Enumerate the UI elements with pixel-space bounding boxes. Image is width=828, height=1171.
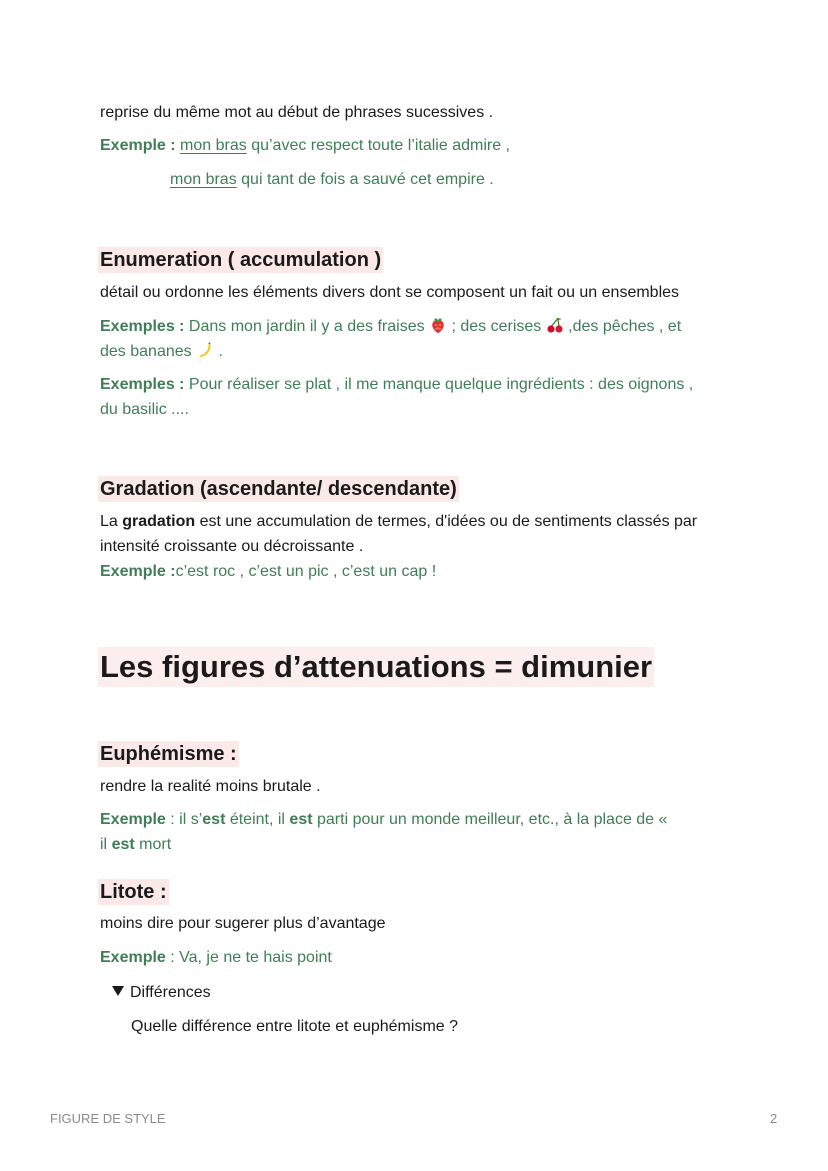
enumeration-example2-line2: du basilic .... — [100, 401, 189, 418]
example-label: Exemple — [100, 949, 166, 966]
enumeration-definition: détail ou ordonne les éléments divers dont se composent un fait ou un ensembles — [100, 284, 680, 301]
example-text: éteint, il — [225, 811, 290, 828]
cherries-icon — [546, 316, 564, 334]
example-text: qu’avec respect toute l’italie admire , — [246, 137, 510, 154]
example-label: Exemples : — [100, 376, 185, 393]
example-text: des bananes — [100, 343, 197, 360]
example-text: ; des cerises — [447, 318, 546, 335]
gradation-heading: Gradation (ascendante/ descendante) — [100, 478, 457, 500]
example-text: : il s’ — [165, 811, 203, 828]
toggle-label: Différences — [130, 984, 211, 1001]
triangle-down-icon — [112, 986, 124, 996]
attenuation-heading: Les figures d’attenuations = dimunier — [98, 647, 654, 687]
example-text: c’est roc , c’est un pic , c’est un cap ! — [175, 563, 437, 580]
euphemisme-definition: rendre la realité moins brutale . — [100, 778, 321, 795]
strawberry-icon — [429, 316, 447, 334]
gradation-definition-line2: intensité croissante ou décroissante . — [100, 538, 364, 555]
anaphore-definition: reprise du même mot au début de phrases sucessives . — [100, 104, 494, 121]
anaphore-example-line2 — [170, 170, 494, 190]
enumeration-example2-line1 — [100, 375, 693, 395]
gradation-definition-line1 — [100, 512, 697, 532]
enumeration-example1-line1 — [100, 316, 681, 337]
differences-content: Quelle différence entre litote et euphémisme ? — [131, 1018, 459, 1035]
footer-title: FIGURE DE STYLE — [50, 1111, 166, 1126]
page-number: 2 — [770, 1111, 778, 1126]
underlined-text: mon bras — [170, 171, 237, 188]
example-text: parti pour un monde meilleur, etc., à la place de « — [312, 811, 668, 828]
example-keyword: est — [111, 836, 135, 853]
example-text: mort — [134, 836, 172, 853]
example-keyword: est — [202, 811, 226, 828]
differences-toggle[interactable] — [112, 983, 211, 1003]
example-text: . — [214, 343, 223, 360]
euphemisme-example-line1 — [100, 810, 667, 830]
definition-text: est une accumulation de termes, d'idées ou de sentiments classés par — [195, 513, 698, 530]
example-text: Dans mon jardin il y a des fraises — [184, 318, 430, 335]
enumeration-heading: Enumeration ( accumulation ) — [100, 249, 382, 271]
definition-text: La — [100, 513, 123, 530]
example-text: ,des pêches , et — [563, 318, 682, 335]
definition-keyword: gradation — [122, 513, 196, 530]
euphemisme-example-line2 — [100, 835, 171, 855]
litote-definition: moins dire pour sugerer plus d’avantage — [100, 915, 386, 932]
gradation-example — [100, 562, 436, 582]
enumeration-example1-line2 — [100, 341, 223, 362]
litote-example — [100, 948, 332, 968]
example-text: : Va, je ne te hais point — [165, 949, 332, 966]
example-text: il — [100, 836, 112, 853]
example-label: Exemple — [100, 811, 166, 828]
example-keyword: est — [289, 811, 313, 828]
example-label: Exemple : — [100, 563, 176, 580]
litote-heading: Litote : — [100, 881, 167, 903]
example-label: Exemples : — [100, 318, 185, 335]
anaphore-example-line1 — [100, 136, 510, 156]
example-text: qui tant de fois a sauvé cet empire . — [236, 171, 494, 188]
euphemisme-heading: Euphémisme : — [100, 743, 237, 765]
underlined-text: mon bras — [180, 137, 247, 154]
example-label: Exemple : — [100, 137, 176, 154]
example-text: Pour réaliser se plat , il me manque quelque ingrédients : des oignons , — [184, 376, 694, 393]
banana-icon — [196, 341, 214, 359]
